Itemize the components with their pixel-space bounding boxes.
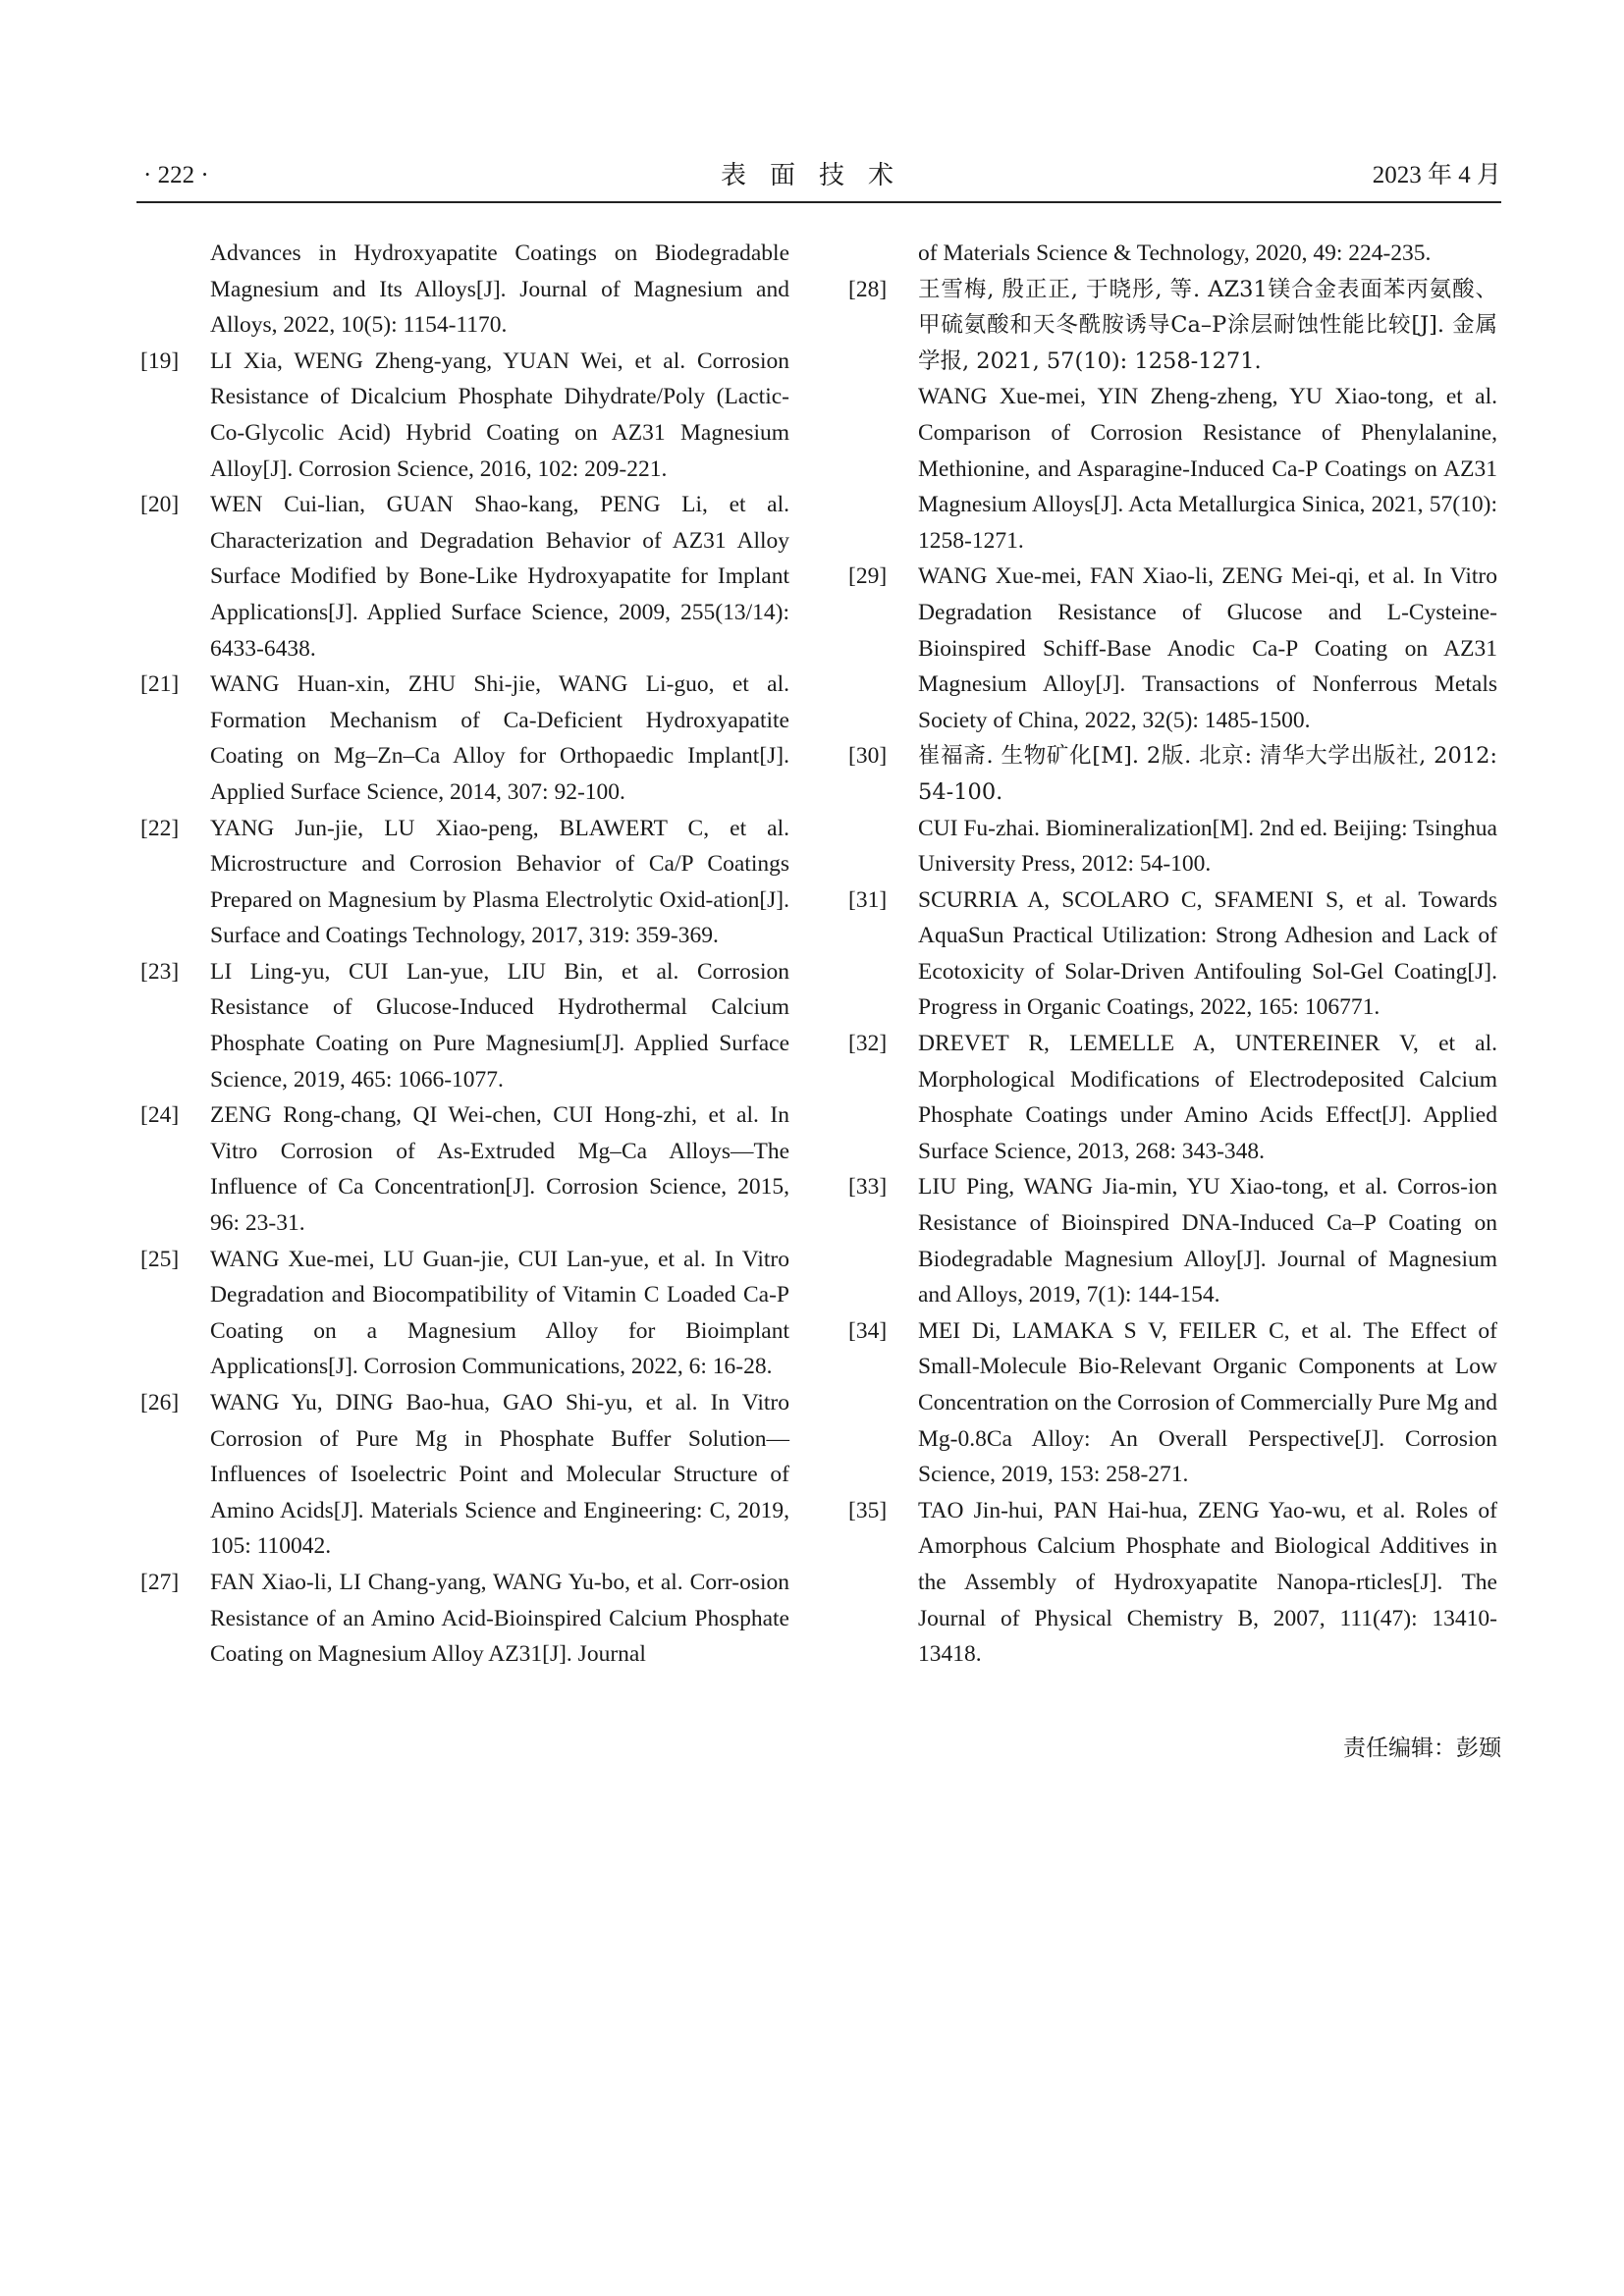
reference-text: FAN Xiao-li, LI Chang-yang, WANG Yu-bo, et al. Corr-osion Resistance of an Amino Acid-Bioinspired Calcium Phosphate Coating on Magnesium Alloy AZ31[J]. Journal xyxy=(210,1569,789,1668)
reference-entry xyxy=(844,882,1497,1026)
reference-entry xyxy=(136,1385,789,1565)
reference-text: TAO Jin-hui, PAN Hai-hua, ZENG Yao-wu, et al. Roles of Amorphous Calcium Phosphate and Biological Additives in the Assembly of Hydroxyapatite Nanopa-rticles[J]. The Journal of Physical Chemistry B, 2007, 111(47): 13410-13418. xyxy=(918,1497,1497,1668)
reference-text: LI Xia, WENG Zheng-yang, YUAN Wei, et al. Corrosion Resistance of Dicalcium Phosphate Dihydrate/Poly (Lactic-Co-Glycolic Acid) Hybrid Coating on AZ31 Magnesium Alloy[J]. Corrosion Science, 2016, 102: 209-221. xyxy=(210,347,789,482)
reference-text: WANG Xue-mei, LU Guan-jie, CUI Lan-yue, et al. In Vitro Degradation and Biocompatibility of Vitamin C Loaded Ca-P Coating on a Magnesium Alloy for Bioimplant Applications[J]. Corrosion Communications, 2022, 6: 16-28. xyxy=(210,1246,789,1380)
reference-number: [19] xyxy=(140,347,180,374)
reference-number: [21] xyxy=(140,671,180,698)
reference-text-chinese: 王雪梅, 殷正正, 于晓彤, 等. AZ31镁合金表面苯丙氨酸、甲硫氨酸和天冬酰胺诱导Ca–P涂层耐蚀性能比较[J]. 金属学报, 2021, 57(10): 1258-1271. xyxy=(918,276,1497,374)
reference-entry xyxy=(844,738,1497,881)
reference-text: of Materials Science & Technology, 2020, 49: 224-235. xyxy=(918,240,1432,266)
reference-entry xyxy=(136,236,789,344)
reference-column-right xyxy=(844,236,1497,1673)
reference-number: [33] xyxy=(848,1174,888,1201)
reference-number: [35] xyxy=(848,1497,888,1523)
reference-text: YANG Jun-jie, LU Xiao-peng, BLAWERT C, et al. Microstructure and Corrosion Behavior of Ca/P Coatings Prepared on Magnesium by Plasma Electrolytic Oxid-ation[J]. Surface and Coatings Technology, 2017, 319: 359-369. xyxy=(210,815,789,949)
reference-number: [26] xyxy=(140,1390,180,1415)
reference-number: [25] xyxy=(140,1246,180,1272)
reference-text: WANG Yu, DING Bao-hua, GAO Shi-yu, et al. In Vitro Corrosion of Pure Mg in Phosphate Buffer Solution—Influences of Isoelectric Point and Molecular Structure of Amino Acids[J]. Materials Science and Engineering: C, 2019, 105: 110042. xyxy=(210,1390,789,1560)
reference-number: [31] xyxy=(848,886,888,913)
reference-entry xyxy=(136,344,789,487)
page-header xyxy=(136,159,1501,198)
reference-number: [20] xyxy=(140,492,180,518)
reference-text: ZENG Rong-chang, QI Wei-chen, CUI Hong-zhi, et al. In Vitro Corrosion of As-Extruded Mg–Ca Alloys—The Influence of Ca Concentration[J]. Corrosion Science, 2015, 96: 23-31. xyxy=(210,1102,789,1237)
reference-entry xyxy=(844,1169,1497,1312)
reference-text: LI Ling-yu, CUI Lan-yue, LIU Bin, et al. Corrosion Resistance of Glucose-Induced Hydrothermal Calcium Phosphate Coating on Pure Magnesium[J]. Applied Surface Science, 2019, 465: 1066-1077. xyxy=(210,958,789,1093)
reference-number: [24] xyxy=(140,1102,180,1129)
reference-number: [22] xyxy=(140,815,180,841)
reference-entry xyxy=(136,811,789,954)
reference-entry xyxy=(136,1242,789,1385)
reference-entry xyxy=(844,272,1497,560)
reference-text: CUI Fu-zhai. Biomineralization[M]. 2nd ed. Beijing: Tsinghua University Press, 2012: 54-100. xyxy=(918,815,1497,878)
reference-text: WANG Xue-mei, YIN Zheng-zheng, YU Xiao-tong, et al. Comparison of Corrosion Resistance of Phenylalanine, Methionine, and Asparagine-Induced Ca-P Coatings on AZ31 Magnesium Alloys[J]. Acta Metallurgica Sinica, 2021, 57(10): 1258-1271. xyxy=(918,384,1497,554)
reference-text: WANG Xue-mei, FAN Xiao-li, ZENG Mei-qi, et al. In Vitro Degradation Resistance of Glucose and L-Cysteine-Bioinspired Schiff-Base Anodic Ca-P Coating on AZ31 Magnesium Alloy[J]. Transactions of Nonferrous Metals Society of China, 2022, 32(5): 1485-1500. xyxy=(918,563,1497,733)
reference-entry xyxy=(136,1097,789,1241)
reference-entry xyxy=(136,1565,789,1673)
reference-number: [28] xyxy=(848,276,888,302)
reference-column-left xyxy=(136,236,789,1673)
reference-number: [34] xyxy=(848,1317,888,1344)
page-number: · 222 · xyxy=(143,162,209,188)
reference-number: [29] xyxy=(848,563,888,590)
reference-number: [27] xyxy=(140,1569,180,1595)
reference-entry xyxy=(136,667,789,810)
reference-text: Advances in Hydroxyapatite Coatings on Biodegradable Magnesium and Its Alloys[J]. Journal of Magnesium and Alloys, 2022, 10(5): 1154-1170. xyxy=(210,240,789,339)
reference-entry xyxy=(844,559,1497,738)
reference-entry xyxy=(136,487,789,667)
reference-number: [30] xyxy=(848,743,888,770)
reference-text: MEI Di, LAMAKA S V, FEILER C, et al. The Effect of Small-Molecule Bio-Relevant Organic Components at Low Concentration on the Corrosion of Commercially Pure Mg and Mg-0.8Ca Alloy: An Overall Perspective[J]. Corrosion Science, 2019, 153: 258-271. xyxy=(918,1317,1498,1488)
reference-entry xyxy=(844,1493,1497,1673)
reference-text: LIU Ping, WANG Jia-min, YU Xiao-tong, et al. Corros-ion Resistance of Bioinspired DNA-Induced Ca–P Coating on Biodegradable Magnesium Alloy[J]. Journal of Magnesium and Alloys, 2019, 7(1): 144-154. xyxy=(918,1174,1497,1308)
reference-number: [23] xyxy=(140,958,180,985)
reference-entry xyxy=(136,954,789,1097)
reference-entry xyxy=(844,236,1497,272)
reference-number: [32] xyxy=(848,1031,888,1057)
reference-text-chinese: 崔福斋. 生物矿化[M]. 2版. 北京: 清华大学出版社, 2012: 54-100. xyxy=(918,743,1497,805)
issue-date: 2023 年 4 月 xyxy=(1372,162,1501,188)
reference-entry xyxy=(844,1313,1497,1493)
reference-text: WEN Cui-lian, GUAN Shao-kang, PENG Li, et al. Characterization and Degradation Behavior of AZ31 Alloy Surface Modified by Bone-Like Hydroxyapatite for Implant Applications[J]. Applied Surface Science, 2009, 255(13/14): 6433-6438. xyxy=(210,492,789,662)
responsible-editor: 责任编辑：彭颋 xyxy=(1343,1735,1501,1761)
reference-entry xyxy=(844,1026,1497,1169)
reference-text: WANG Huan-xin, ZHU Shi-jie, WANG Li-guo, et al. Formation Mechanism of Ca-Deficient Hydroxyapatite Coating on Mg–Zn–Ca Alloy for Orthopaedic Implant[J]. Applied Surface Science, 2014, 307: 92-100. xyxy=(210,671,789,805)
reference-text: DREVET R, LEMELLE A, UNTEREINER V, et al. Morphological Modifications of Electrodeposited Calcium Phosphate Coatings under Amino Acids Effect[J]. Applied Surface Science, 2013, 268: 343-348. xyxy=(918,1031,1497,1164)
journal-title: 表面技术 xyxy=(720,161,917,190)
reference-text: SCURRIA A, SCOLARO C, SFAMENI S, et al. Towards AquaSun Practical Utilization: Strong Adhesion and Lack of Ecotoxicity of Solar-Driven Antifouling Sol-Gel Coating[J]. Progress in Organic Coatings, 2022, 165: 106771. xyxy=(918,886,1497,1021)
header-rule xyxy=(136,201,1501,203)
